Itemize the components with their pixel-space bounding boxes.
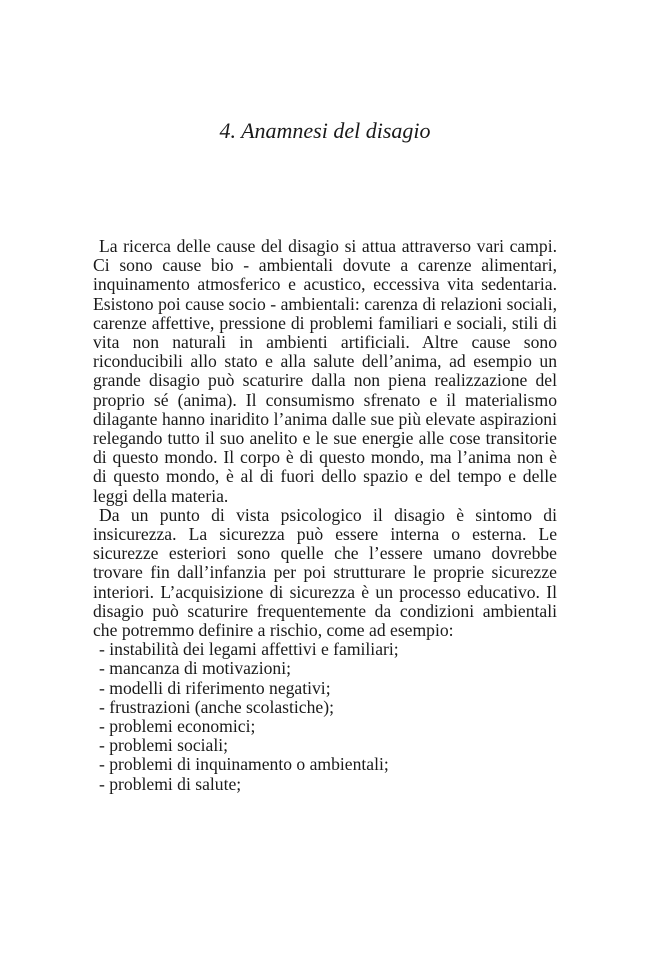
list-item: - frustrazioni (anche scolastiche); (99, 696, 334, 717)
chapter-title: 4. Anamnesi del disagio (219, 118, 431, 143)
paragraph-causes: La ricerca delle cause del disagio si attua attraverso vari campi. Ci sono cause bio - ambientali dovute a carenze alimentari, inquinamento atmosferico e acustico, eccessiva vita sedentaria. Esistono poi cause socio - ambientali: carenza di relazioni sociali, carenze affettive, pressione di problemi familiari e sociali, stili di vita non naturali in ambienti artificiali. Altre cause sono riconducibili allo stato e alla salute dell’anima, ad esempio un grande disagio può scaturire dalla non piena realizzazione del proprio sé (anima). Il consumismo sfrenato e il materialismo dilagante hanno inaridito l’anima dalle sue più elevate aspirazioni relegando tutto il suo anelito e le sue energie alle cose transitorie di questo mondo. Il corpo è di questo mondo, ma l’anima non è di questo mondo, è al di fuori dello spazio e del tempo e delle leggi della materia. (93, 236, 557, 506)
list-item: - problemi sociali; (99, 735, 228, 756)
body-text (93, 237, 557, 794)
list-item: - instabilità dei legami affettivi e familiari; (99, 639, 399, 660)
risk-conditions-list (93, 640, 557, 794)
list-item: - problemi di salute; (99, 773, 242, 794)
list-item: - problemi economici; (99, 716, 256, 737)
paragraph-insecurity: Da un punto di vista psicologico il disagio è sintomo di insicurezza. La sicurezza può essere interna o esterna. Le sicurezze esteriori sono quelle che l’essere umano dovrebbe trovare fin dall’infanzia per poi strutturare le proprie sicurezze interiori. L’acquisizione di sicurezza è un processo educativo. Il disagio può scaturire frequentemente da condizioni ambientali che potremmo definire a rischio, come ad esempio: (93, 504, 557, 641)
list-item: - mancanza di motivazioni; (99, 658, 291, 679)
list-item: - modelli di riferimento negativi; (99, 677, 331, 698)
list-item: - problemi di inquinamento o ambientali; (99, 754, 389, 775)
